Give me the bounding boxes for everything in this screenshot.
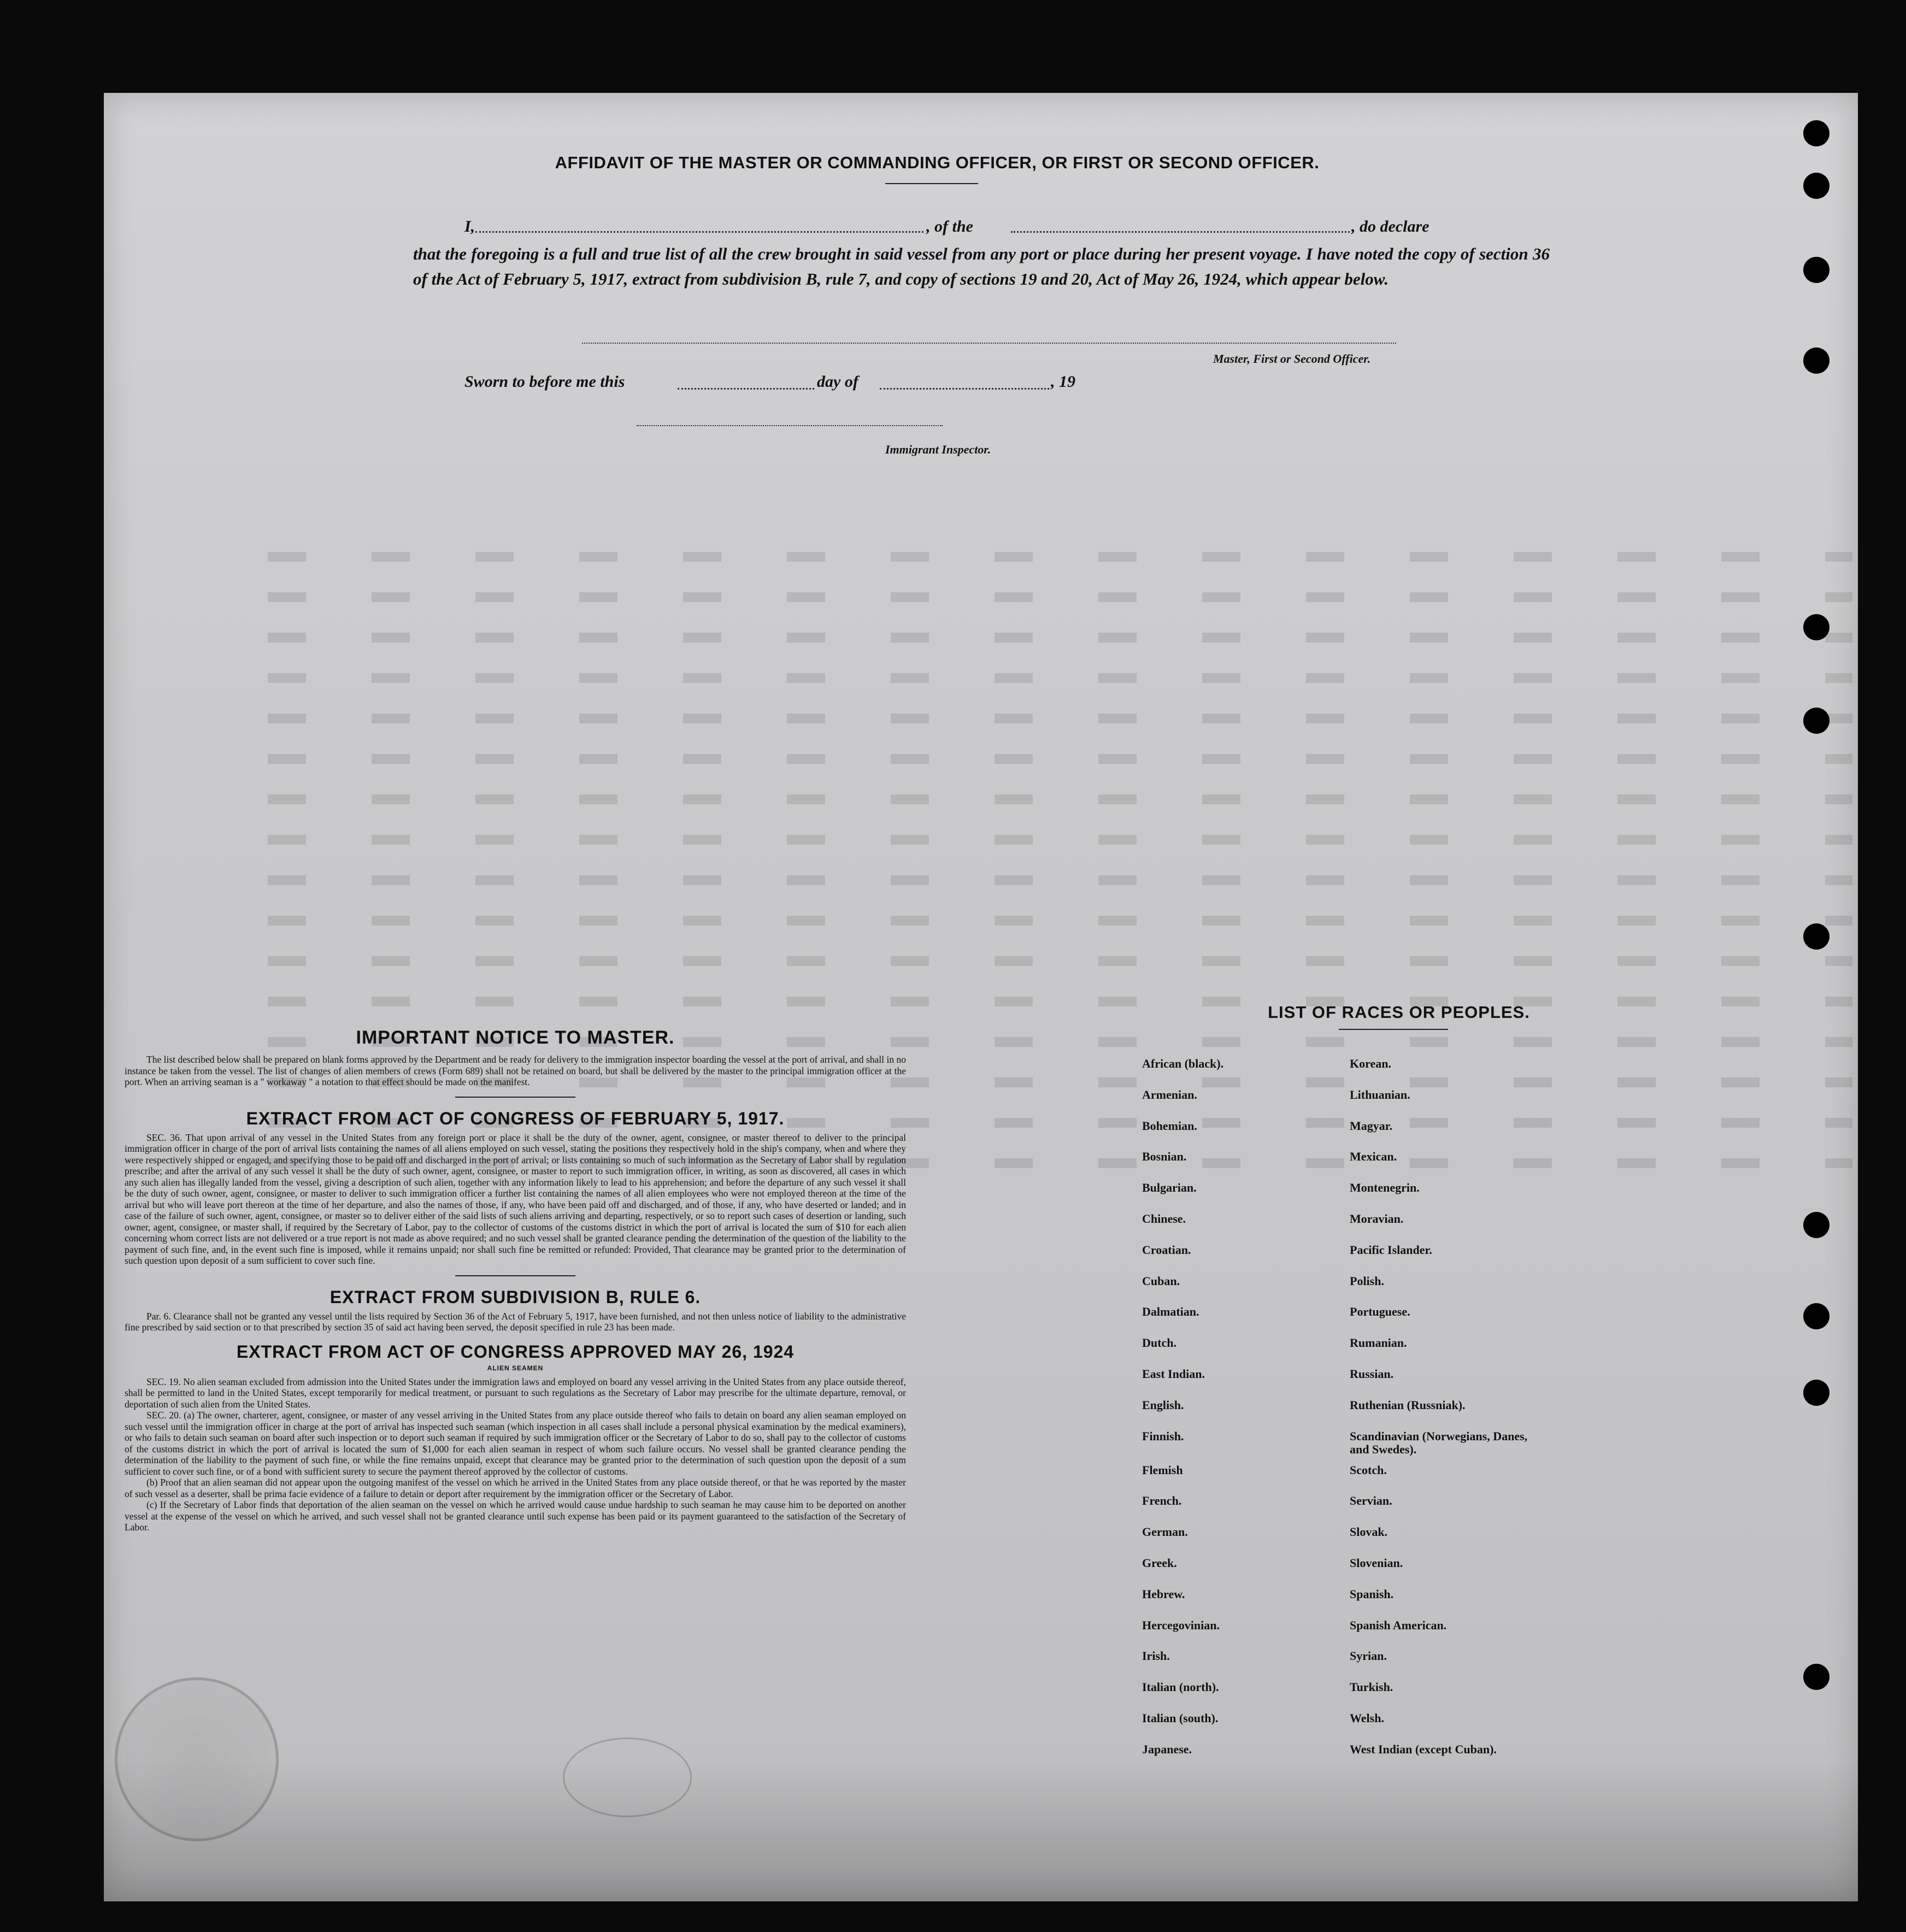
- race-item: Hercegovinian.: [1142, 1618, 1220, 1632]
- race-item: Montenegrin.: [1350, 1181, 1420, 1195]
- i-label: I,: [464, 217, 475, 235]
- race-item: Cuban.: [1142, 1274, 1180, 1288]
- race-item: Moravian.: [1350, 1211, 1404, 1226]
- race-item: Turkish.: [1350, 1680, 1393, 1694]
- race-item: Bulgarian.: [1142, 1181, 1197, 1195]
- race-item: Magyar.: [1350, 1118, 1393, 1133]
- race-item: Pacific Islander.: [1350, 1242, 1432, 1257]
- race-item: Korean.: [1350, 1057, 1391, 1070]
- of-the-label: , of the: [926, 217, 973, 235]
- race-item: Dutch.: [1142, 1336, 1176, 1350]
- inspector-signature-line[interactable]: [637, 425, 943, 426]
- race-item: Portuguese.: [1350, 1305, 1410, 1319]
- race-item: Chinese.: [1142, 1211, 1186, 1226]
- race-item: Japanese.: [1142, 1742, 1192, 1756]
- punch-hole: [1803, 1380, 1829, 1406]
- punch-hole: [1803, 708, 1829, 734]
- sec-20b-text: (b) Proof that an alien seaman did not appear upon the outgoing manifest of the vessel on which he arrived in the United States from any place outside thereof, or that he was reported by the master of such vessel as a deserter, shall be prima facie evidence of a failure to detain or deport after requirement by the immigration officer or the Secretary of Labor.: [125, 1477, 906, 1499]
- race-item: Welsh.: [1350, 1711, 1384, 1725]
- race-item: Servian.: [1350, 1494, 1392, 1508]
- punch-hole: [1803, 923, 1829, 950]
- sworn-day-blank[interactable]: [678, 388, 814, 390]
- race-item: Scandinavian (Norwegians, Danes, and Swedes).: [1350, 1429, 1528, 1456]
- punch-hole: [1803, 257, 1829, 283]
- affidavit-paragraph: that the foregoing is a full and true list of all the crew brought in said vessel from any port or place during her present voyage. I have noted the copy of section 36 of the Act of February 5, 1917, extract from subdivision B, rule 7, and copy of sections 19 and 20, Act of May 26, 1924, which appear below.: [413, 244, 1550, 288]
- race-item: East Indian.: [1142, 1366, 1205, 1381]
- document-sheet: [104, 93, 1858, 1901]
- race-item: Slovenian.: [1350, 1556, 1403, 1570]
- extract-rule6-text: Par. 6. Clearance shall not be granted any vessel until the lists required by Section 36 of the Act of February 5, 1917, have been furnished, and not then unless notice of liability to the administrative fine prescribed by said section or to that prescribed by section 35 of said act having been served, the deposit specified in rule 23 has been made.: [125, 1310, 906, 1333]
- race-item: West Indian (except Cuban).: [1350, 1742, 1497, 1756]
- punch-hole: [1803, 173, 1829, 199]
- race-item: Flemish: [1142, 1463, 1183, 1477]
- race-item: Hebrew.: [1142, 1587, 1185, 1601]
- races-left-column: [1142, 1057, 1223, 1774]
- sec-20a-text: SEC. 20. (a) The owner, charterer, agent, consignee, or master of any vessel arriving in the United States from any place outside thereof who fails to detain on board any alien seaman employed on such vessel until the immigration officer in charge at the port of arrival has inspected such seaman (which inspection in all cases shall include a personal physical examination by the medical examiners), or who fails to detain such seaman on board after such inspection or to deport such seaman if required by such immigration officer or the Secretary of Labor to do so, shall pay to the collector of customs of the customs district in which the port of arrival is located the sum of $1,000 for each alien seaman in respect of whom such failure occurs. No vessel shall be granted clearance pending the determination of the liability to the payment of such fine, or while the fine remains unpaid, except that clearance may be granted prior to the determination of such question upon the deposit of a sum sufficient to cover such fine, or of a bond with sufficient surety to secure the payment thereof approved by the collector of customs.: [125, 1410, 906, 1477]
- master-signature-label: Master, First or Second Officer.: [1213, 352, 1371, 366]
- punch-hole: [1803, 1212, 1829, 1238]
- alien-seamen-subheading: ALIEN SEAMEN: [487, 1364, 544, 1372]
- extract-1917-heading: EXTRACT FROM ACT OF CONGRESS OF FEBRUARY 5, 1917.: [246, 1108, 785, 1128]
- extract-1917-text: SEC. 36. That upon arrival of any vessel in the United States from any foreign port or place it shall be the duty of the owner, agent, consignee, or master thereof to deliver to the principal immigration officer in charge of the port of arrival lists containing the names of all aliens employed on such vessel, stating the positions they respectively hold in the ship's company, when and where they were respectively shipped or engaged, and specifying those to be paid off and discharged in the port of arrival; or lists containing so much of such information as the Secretary of Labor shall by regulation prescribe; and after the arrival of any such vessel it shall be the duty of such owner, agent, consignee, or master to report to such immigration officer, in writing, as soon as discovered, all cases in which any such alien has illegally landed from the vessel, giving a description of such alien, together with any information likely to lead to his apprehension; and before the departure of any such vessel it shall be the duty of such owner, agent, consignee, or master to deliver to such immigration officer a further list containing the names of all alien employees who were not employed thereon at the time of the arrival but who will leave port thereon at the time of her departure, and also the names of those, if any, who have been paid off and discharged, and of those, if any, who have deserted or landed; and in case of the failure of such owner, agent, consignee, or master so to deliver either of the said lists of such aliens arriving and departing, respectively, or so to report such cases of desertion or landing, such owner, agent, consignee, or master shall, if required by the Secretary of Labor, pay to the collector of customs of the customs district in which the port of arrival is located the sum of $10 for each alien concerning whom correct lists are not delivered or a true report is not made as above required; and no such vessel shall be granted clearance pending the determination of the question of the liability to the payment of such fine, and, in the event such fine is imposed, while it remains unpaid; nor shall such fine be remitted or refunded: Provided, That clearance may be granted prior to the determination of such question upon deposit of a sum sufficient to cover such fine.: [125, 1132, 906, 1266]
- races-right-column: [1350, 1057, 1530, 1774]
- name-blank-line[interactable]: [475, 231, 923, 233]
- race-item: Mexican.: [1350, 1150, 1397, 1164]
- sworn-month-blank[interactable]: [880, 388, 1049, 390]
- sec-20c-text: (c) If the Secretary of Labor finds that deportation of the alien seaman on the vessel on which he arrived would cause undue hardship to such seaman he may cause him to be deported on another vessel at the expense of the vessel on which he arrived, and such vessel shall not be granted clearance until such expense has been paid or its payment guaranteed to the satisfaction of the Secretary of Labor.: [125, 1499, 906, 1533]
- vessel-blank-line[interactable]: [1011, 231, 1350, 233]
- race-item: Irish.: [1142, 1649, 1170, 1663]
- race-item: Bosnian.: [1142, 1150, 1187, 1164]
- race-item: German.: [1142, 1525, 1188, 1539]
- notice-heading: IMPORTANT NOTICE TO MASTER.: [356, 1027, 675, 1048]
- race-item: Slovak.: [1350, 1525, 1388, 1539]
- day-of-label: day of: [817, 373, 858, 391]
- extract-1924-heading: EXTRACT FROM ACT OF CONGRESS APPROVED MAY 26, 1924: [236, 1341, 795, 1362]
- extract-rule6-heading: EXTRACT FROM SUBDIVISION B, RULE 6.: [330, 1287, 701, 1307]
- punch-hole: [1803, 120, 1829, 146]
- race-item: Spanish American.: [1350, 1618, 1447, 1632]
- race-item: Lithuanian.: [1350, 1087, 1410, 1102]
- sworn-label: Sworn to before me this: [464, 373, 625, 391]
- race-item: Greek.: [1142, 1556, 1177, 1570]
- notice-section: [125, 1027, 906, 1533]
- sec-19-text: SEC. 19. No alien seaman excluded from admission into the United States under the immigration laws and employed on board any vessel arriving in the United States from any place outside thereof, shall be permitted to land in the United States, except temporarily for medical treatment, or pursuant to such regulations as the Secretary of Labor may prescribe for the ultimate departure, removal, or deportation of such alien from the United States.: [125, 1376, 906, 1410]
- race-item: Rumanian.: [1350, 1336, 1407, 1350]
- race-item: Spanish.: [1350, 1587, 1394, 1601]
- races-title: LIST OF RACES OR PEOPLES.: [1268, 1003, 1530, 1022]
- race-item: Finnish.: [1142, 1429, 1184, 1443]
- punch-hole: [1803, 1303, 1829, 1329]
- race-item: Bohemian.: [1142, 1118, 1197, 1133]
- race-item: French.: [1142, 1494, 1182, 1508]
- race-item: Italian (north).: [1142, 1680, 1219, 1694]
- races-list: [1142, 1003, 1634, 1756]
- divider: [455, 1275, 575, 1276]
- race-item: Dalmatian.: [1142, 1305, 1199, 1319]
- punch-hole: [1803, 1664, 1829, 1690]
- divider: [455, 1097, 575, 1098]
- page-shadow: [104, 1759, 1858, 1901]
- inspector-label: Immigrant Inspector.: [885, 443, 991, 456]
- race-item: Syrian.: [1350, 1649, 1387, 1663]
- declare-label: , do declare: [1351, 217, 1430, 235]
- race-item: English.: [1142, 1398, 1184, 1412]
- race-item: Italian (south).: [1142, 1711, 1219, 1725]
- race-item: Ruthenian (Russniak).: [1350, 1398, 1466, 1412]
- affidavit-heading: AFFIDAVIT OF THE MASTER OR COMMANDING OFFICER, OR FIRST OR SECOND OFFICER.: [555, 153, 1320, 172]
- heading-underline: [885, 183, 978, 184]
- race-item: African (black).: [1142, 1057, 1224, 1070]
- race-item: Polish.: [1350, 1274, 1384, 1288]
- punch-hole: [1803, 614, 1829, 640]
- race-item: Russian.: [1350, 1366, 1394, 1381]
- race-item: Croatian.: [1142, 1242, 1191, 1257]
- race-item: Armenian.: [1142, 1087, 1197, 1102]
- notice-text: The list described below shall be prepared on blank forms approved by the Department and be ready for delivery to the immigration inspector boarding the vessel at the port of arrival, and shall in no instance be taken from the vessel. The list of changes of alien members of crews (Form 689) shall not be retained on board, but shall be delivered by the master to the principal immigration officer at the port. When an arriving seaman is a " workaway " a notation to that effect should be made on the manifest.: [125, 1054, 906, 1087]
- punch-hole: [1803, 347, 1829, 374]
- races-title-underline: [1339, 1029, 1448, 1030]
- master-signature-line[interactable]: [582, 343, 1396, 344]
- year-label: , 19: [1051, 373, 1075, 391]
- race-item: Scotch.: [1350, 1463, 1387, 1477]
